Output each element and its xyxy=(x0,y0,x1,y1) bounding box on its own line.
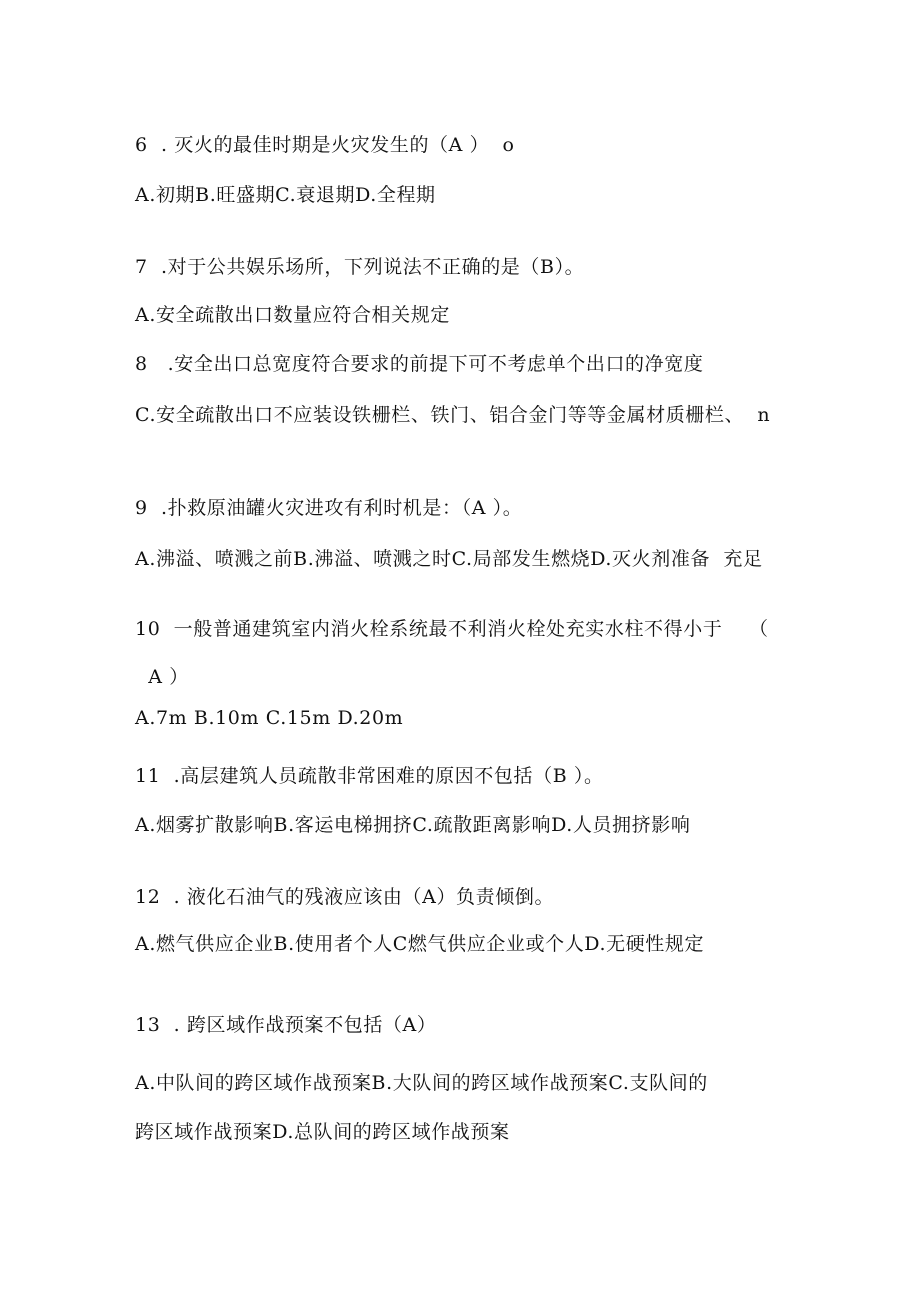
question-10-answer: A ） xyxy=(135,666,189,688)
question-9-options: A.沸溢、喷溅之前B.沸溢、喷溅之时C.局部发生燃烧D.灭火剂准备 充足 xyxy=(135,548,763,570)
question-6-options: A.初期B.旺盛期C.衰退期D.全程期 xyxy=(135,184,436,206)
question-10-options: A.7m B.10m C.15m D.20m xyxy=(135,707,404,729)
question-12: 12 . 液化石油气的残液应该由（A）负责倾倒。 xyxy=(135,886,555,908)
question-13: 13 . 跨区域作战预案不包括（A） xyxy=(135,1014,437,1036)
question-10: 10 一般普通建筑室内消火栓系统最不利消火栓处充实水柱不得小于 （ xyxy=(135,618,769,640)
question-7-option-a: A.安全疏散出口数量应符合相关规定 xyxy=(135,304,450,326)
question-8: 8 .安全出口总宽度符合要求的前提下可不考虑单个出口的净宽度 xyxy=(135,353,704,375)
question-12-options: A.燃气供应企业B.使用者个人C燃气供应企业或个人D.无硬性规定 xyxy=(135,933,705,955)
question-13-options-line-2: 跨区域作战预案D.总队间的跨区域作战预案 xyxy=(135,1121,510,1143)
question-7: 7 .对于公共娱乐场所，下列说法不正确的是（B）。 xyxy=(135,256,585,278)
question-11: 11 .高层建筑人员疏散非常困难的原因不包括（B ）。 xyxy=(135,765,604,787)
question-13-options-line-1: A.中队间的跨区域作战预案B.大队间的跨区域作战预案C.支队间的 xyxy=(135,1072,708,1094)
question-11-options: A.烟雾扩散影响B.客运电梯拥挤C.疏散距离影响D.人员拥挤影响 xyxy=(135,814,691,836)
question-6: 6 . 灭火的最佳时期是火灾发生的（A ） o xyxy=(135,134,515,156)
question-7-option-c: C.安全疏散出口不应装设铁栅栏、铁门、铝合金门等等金属材质栅栏、 n xyxy=(135,404,771,426)
question-9: 9 .扑救原油罐火灾进攻有利时机是：（A ）。 xyxy=(135,497,523,519)
